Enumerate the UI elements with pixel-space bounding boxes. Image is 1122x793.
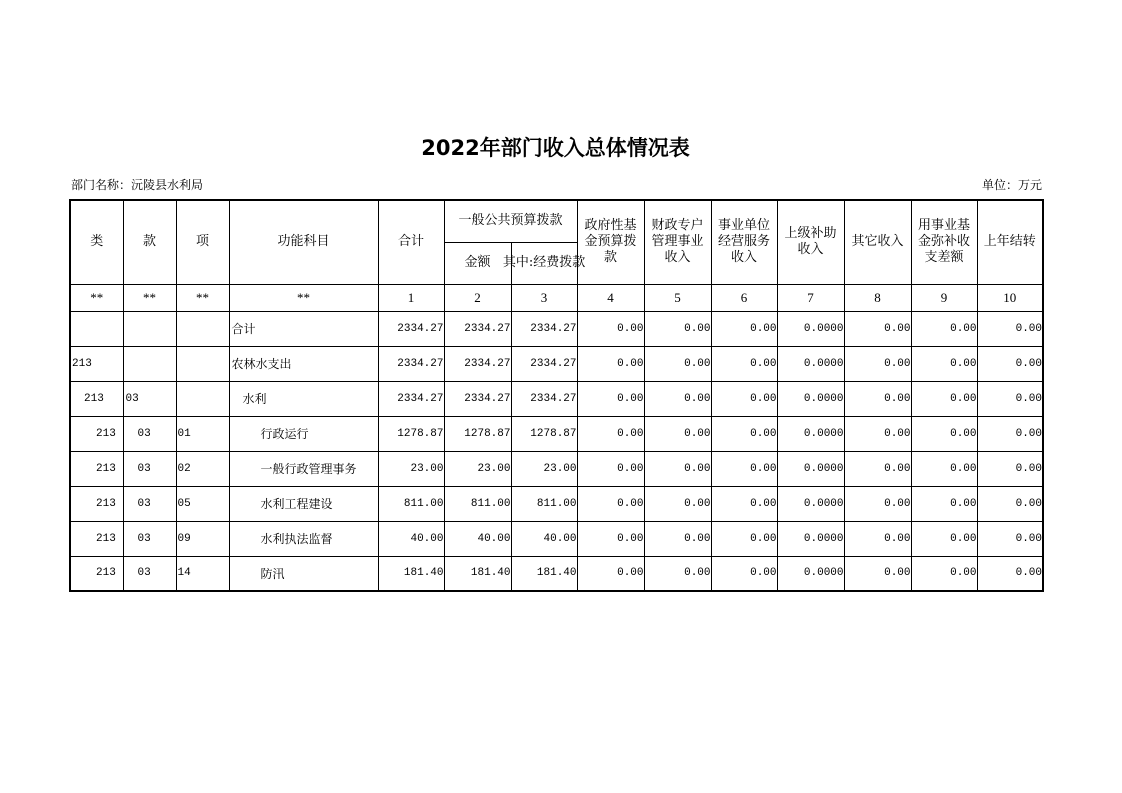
cell-carryover: 0.00: [977, 381, 1043, 416]
index-cell: 6: [711, 284, 777, 311]
column-index-row: [70, 284, 1043, 311]
cell-reserve-fund: 0.00: [911, 556, 977, 591]
col-header-business-ops-label: 事业单位经营服务收入: [718, 218, 771, 266]
table-body: [70, 284, 1043, 591]
cell-general-of-which: 40.00: [511, 521, 577, 556]
index-cell: 3: [511, 284, 577, 311]
col-header-other-income-label: 其它收入: [851, 234, 904, 250]
cell-total: 181.40: [378, 556, 444, 591]
index-cell: 5: [644, 284, 711, 311]
cell-other-income: 0.00: [844, 381, 911, 416]
cell-general-of-which: 811.00: [511, 486, 577, 521]
cell-subject: 防汛: [229, 556, 378, 591]
table-row: [70, 416, 1043, 451]
cell-reserve-fund: 0.00: [911, 451, 977, 486]
cell-gov-fund: 0.00: [577, 311, 644, 346]
cell-lei: 213: [70, 416, 123, 451]
cell-carryover: 0.00: [977, 311, 1043, 346]
cell-carryover: 0.00: [977, 346, 1043, 381]
cell-fiscal-special: 0.00: [644, 486, 711, 521]
cell-subject: 水利工程建设: [229, 486, 378, 521]
cell-business-ops: 0.00: [711, 346, 777, 381]
income-table: [69, 199, 1044, 592]
cell-other-income: 0.00: [844, 556, 911, 591]
cell-gov-fund: 0.00: [577, 521, 644, 556]
cell-superior-subsidy: 0.0000: [777, 346, 844, 381]
table-row: [70, 311, 1043, 346]
cell-kuan: [123, 311, 176, 346]
cell-carryover: 0.00: [977, 451, 1043, 486]
cell-lei: 213: [70, 451, 123, 486]
cell-subject: 合计: [229, 311, 378, 346]
cell-business-ops: 0.00: [711, 486, 777, 521]
col-header-fiscal-special: [644, 200, 711, 284]
col-header-general-amount: 金额: [444, 242, 511, 284]
col-header-general-of-which-clip: [502, 243, 586, 284]
cell-xiang: [176, 346, 229, 381]
cell-gov-fund: 0.00: [577, 556, 644, 591]
cell-reserve-fund: 0.00: [911, 521, 977, 556]
index-cell: 1: [378, 284, 444, 311]
cell-subject: 水利: [229, 381, 378, 416]
col-header-fiscal-special-label: 财政专户管理事业收入: [651, 218, 704, 266]
table-header: [70, 200, 1043, 284]
cell-business-ops: 0.00: [711, 311, 777, 346]
cell-total: 811.00: [378, 486, 444, 521]
cell-gov-fund: 0.00: [577, 451, 644, 486]
cell-general-amount: 23.00: [444, 451, 511, 486]
cell-kuan: 03: [123, 486, 176, 521]
cell-general-amount: 2334.27: [444, 381, 511, 416]
col-header-general-of-which: [502, 242, 586, 284]
cell-subject: 水利执法监督: [229, 521, 378, 556]
cell-reserve-fund: 0.00: [911, 416, 977, 451]
cell-fiscal-special: 0.00: [644, 556, 711, 591]
cell-other-income: 0.00: [844, 416, 911, 451]
cell-general-of-which: 1278.87: [511, 416, 577, 451]
cell-lei: 213: [70, 556, 123, 591]
cell-total: 2334.27: [378, 346, 444, 381]
table-row: [70, 451, 1043, 486]
index-cell: 4: [577, 284, 644, 311]
cell-superior-subsidy: 0.0000: [777, 451, 844, 486]
table-row: [70, 381, 1043, 416]
cell-kuan: 03: [123, 416, 176, 451]
index-cell: **: [123, 284, 176, 311]
col-header-general-of-which-label: 其中:经费拨款: [502, 255, 586, 270]
cell-general-of-which: 181.40: [511, 556, 577, 591]
col-header-other-income: [844, 200, 911, 284]
table-row: [70, 521, 1043, 556]
index-cell: 9: [911, 284, 977, 311]
cell-xiang: 09: [176, 521, 229, 556]
cell-fiscal-special: 0.00: [644, 451, 711, 486]
col-header-subject: 功能科目: [229, 200, 378, 284]
cell-other-income: 0.00: [844, 311, 911, 346]
cell-lei: 213: [70, 381, 123, 416]
cell-fiscal-special: 0.00: [644, 381, 711, 416]
col-header-xiang: 项: [176, 200, 229, 284]
index-cell: 8: [844, 284, 911, 311]
table-row: [70, 346, 1043, 381]
cell-superior-subsidy: 0.0000: [777, 521, 844, 556]
cell-subject: 一般行政管理事务: [229, 451, 378, 486]
index-cell: **: [229, 284, 378, 311]
index-cell: 10: [977, 284, 1043, 311]
col-header-superior-subsidy: [777, 200, 844, 284]
cell-general-amount: 2334.27: [444, 346, 511, 381]
col-header-lei: 类: [70, 200, 123, 284]
cell-business-ops: 0.00: [711, 451, 777, 486]
cell-superior-subsidy: 0.0000: [777, 381, 844, 416]
cell-other-income: 0.00: [844, 521, 911, 556]
cell-lei: [70, 311, 123, 346]
cell-other-income: 0.00: [844, 486, 911, 521]
cell-general-of-which: 2334.27: [511, 346, 577, 381]
header-row: [70, 200, 1043, 242]
cell-other-income: 0.00: [844, 451, 911, 486]
cell-total: 1278.87: [378, 416, 444, 451]
cell-xiang: [176, 381, 229, 416]
cell-carryover: 0.00: [977, 521, 1043, 556]
cell-business-ops: 0.00: [711, 416, 777, 451]
cell-total: 23.00: [378, 451, 444, 486]
cell-xiang: 05: [176, 486, 229, 521]
cell-general-of-which: 23.00: [511, 451, 577, 486]
cell-xiang: 14: [176, 556, 229, 591]
cell-general-amount: 181.40: [444, 556, 511, 591]
col-header-carryover-label: 上年结转: [983, 234, 1036, 250]
cell-general-amount: 811.00: [444, 486, 511, 521]
cell-general-amount: 40.00: [444, 521, 511, 556]
cell-kuan: 03: [123, 451, 176, 486]
cell-carryover: 0.00: [977, 556, 1043, 591]
cell-superior-subsidy: 0.0000: [777, 556, 844, 591]
index-cell: 7: [777, 284, 844, 311]
department-label: 部门名称：沅陵县水利局: [71, 178, 204, 192]
cell-subject: 行政运行: [229, 416, 378, 451]
cell-gov-fund: 0.00: [577, 486, 644, 521]
cell-kuan: 03: [123, 381, 176, 416]
cell-reserve-fund: 0.00: [911, 381, 977, 416]
index-cell: **: [176, 284, 229, 311]
cell-xiang: [176, 311, 229, 346]
cell-lei: 213: [70, 521, 123, 556]
cell-reserve-fund: 0.00: [911, 311, 977, 346]
cell-xiang: 02: [176, 451, 229, 486]
cell-other-income: 0.00: [844, 346, 911, 381]
cell-reserve-fund: 0.00: [911, 346, 977, 381]
col-header-reserve-fund-label: 用事业基金弥补收支差额: [918, 218, 971, 266]
cell-gov-fund: 0.00: [577, 381, 644, 416]
page-title: 2022年部门收入总体情况表: [421, 136, 690, 160]
cell-kuan: 03: [123, 556, 176, 591]
col-header-general-budget: 一般公共预算拨款: [444, 200, 577, 242]
cell-fiscal-special: 0.00: [644, 521, 711, 556]
col-header-gov-fund-label: 政府性基金预算拨款: [584, 218, 637, 266]
cell-business-ops: 0.00: [711, 556, 777, 591]
cell-carryover: 0.00: [977, 486, 1043, 521]
col-header-total: 合计: [378, 200, 444, 284]
cell-general-amount: 1278.87: [444, 416, 511, 451]
cell-gov-fund: 0.00: [577, 416, 644, 451]
cell-lei: 213: [70, 486, 123, 521]
table-row: [70, 556, 1043, 591]
cell-total: 40.00: [378, 521, 444, 556]
table-row: [70, 486, 1043, 521]
cell-reserve-fund: 0.00: [911, 486, 977, 521]
cell-fiscal-special: 0.00: [644, 346, 711, 381]
col-header-kuan: 款: [123, 200, 176, 284]
cell-kuan: [123, 346, 176, 381]
index-cell: 2: [444, 284, 511, 311]
cell-total: 2334.27: [378, 311, 444, 346]
cell-superior-subsidy: 0.0000: [777, 416, 844, 451]
cell-kuan: 03: [123, 521, 176, 556]
cell-superior-subsidy: 0.0000: [777, 311, 844, 346]
unit-label: 单位：万元: [981, 178, 1042, 192]
cell-superior-subsidy: 0.0000: [777, 486, 844, 521]
col-header-gov-fund: [577, 200, 644, 284]
cell-fiscal-special: 0.00: [644, 311, 711, 346]
cell-gov-fund: 0.00: [577, 346, 644, 381]
cell-subject: 农林水支出: [229, 346, 378, 381]
cell-xiang: 01: [176, 416, 229, 451]
cell-business-ops: 0.00: [711, 381, 777, 416]
col-header-business-ops: [711, 200, 777, 284]
cell-general-amount: 2334.27: [444, 311, 511, 346]
col-header-reserve-fund: [911, 200, 977, 284]
col-header-carryover: [977, 200, 1043, 284]
cell-total: 2334.27: [378, 381, 444, 416]
col-header-superior-subsidy-label: 上级补助收入: [784, 226, 837, 258]
cell-fiscal-special: 0.00: [644, 416, 711, 451]
cell-carryover: 0.00: [977, 416, 1043, 451]
cell-general-of-which: 2334.27: [511, 381, 577, 416]
cell-general-of-which: 2334.27: [511, 311, 577, 346]
cell-lei: 213: [70, 346, 123, 381]
cell-business-ops: 0.00: [711, 521, 777, 556]
index-cell: **: [70, 284, 123, 311]
